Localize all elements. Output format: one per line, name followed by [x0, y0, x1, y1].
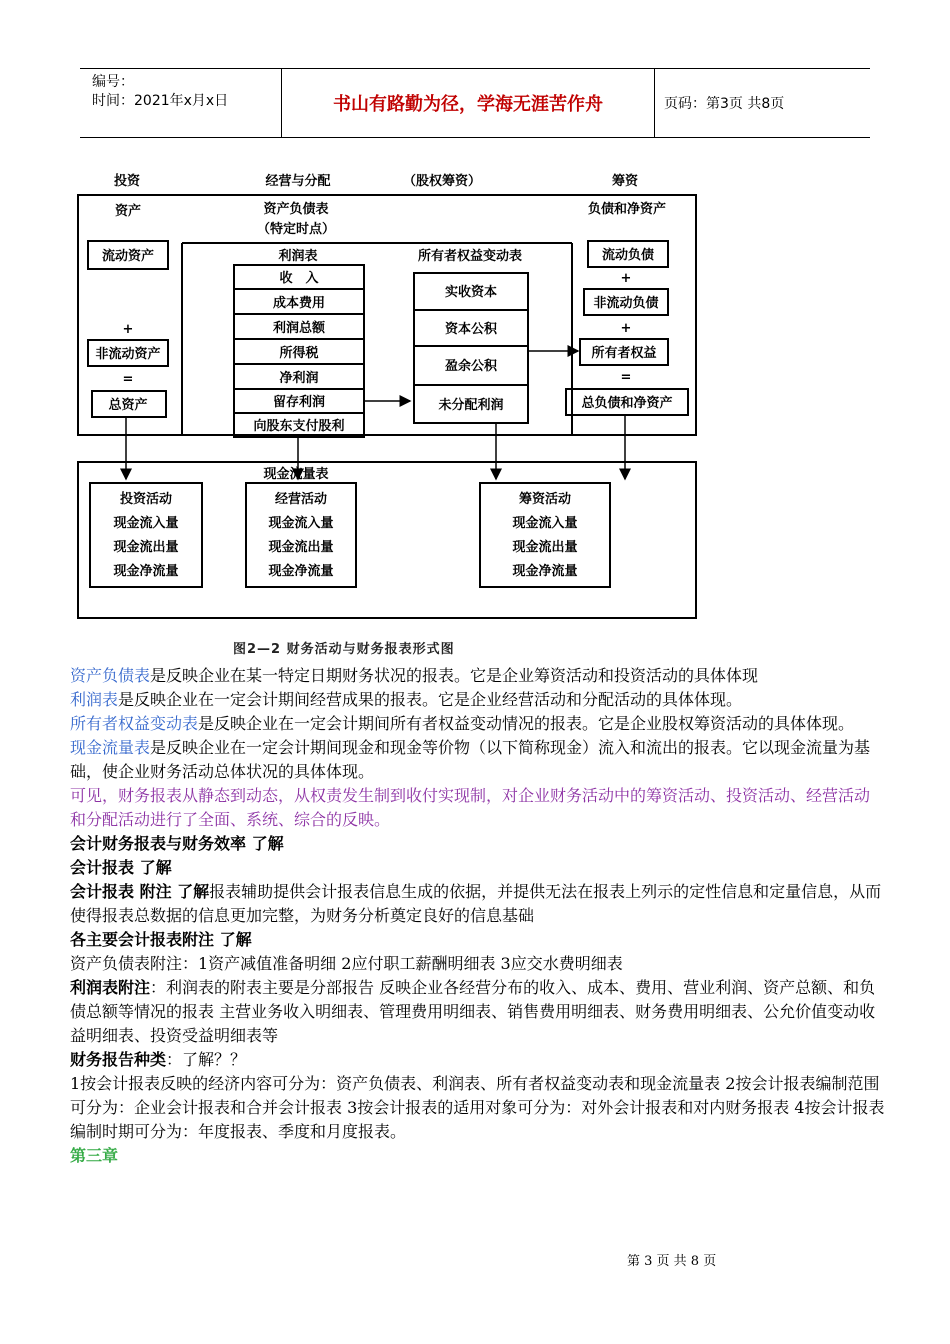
left-item: 流动资产	[101, 249, 155, 264]
term: 利润表	[70, 690, 119, 709]
label-operating: 经营与分配	[265, 174, 331, 189]
paragraph-report-types: 财务报告种类：了解？？	[70, 1050, 247, 1069]
page-footer: 第 3 页 共 8 页	[627, 1254, 717, 1269]
cf-group-title: 经营活动	[274, 492, 328, 507]
cf-line: 现金流入量	[113, 516, 179, 531]
right-item: 流动负债	[601, 248, 655, 263]
paragraph-notes: 会计报表 附注 了解报表辅助提供会计报表信息生成的依据，并提供无法在报表上列示的定性信息和定量信息，从而使得报表总数据的信息更加完整，为财务分析奠定良好的信息基础	[70, 882, 882, 925]
label-investing: 投资	[113, 174, 141, 189]
figure-caption: 图2—2 财务活动与财务报表形式图	[233, 642, 455, 657]
bs-title: 资产负债表	[263, 202, 329, 217]
heading: 会计财务报表与财务效率 了解	[70, 834, 284, 853]
page-header	[80, 68, 870, 138]
label-equity-financing: （股权筹资）	[402, 174, 482, 189]
equity-item: 实收资本	[444, 285, 498, 300]
right-item: 非流动负债	[593, 296, 659, 311]
left-item: +	[122, 322, 134, 337]
left-item: 非流动资产	[95, 347, 161, 362]
income-item: 留存利润	[272, 395, 326, 410]
time-label: 时间：2021年x月x日	[92, 93, 229, 109]
heading: 会计报表 了解	[70, 858, 172, 877]
equity-title: 所有者权益变动表	[417, 249, 523, 264]
cf-line: 现金流出量	[512, 540, 578, 555]
income-item: 净利润	[279, 371, 319, 386]
liab-title: 负债和净资产	[587, 202, 667, 217]
income-item: 所得税	[279, 346, 319, 361]
paragraph-classification: 1按会计报表反映的经济内容可分为：资产负债表、利润表、所有者权益变动表和现金流量表 2按会计报表编制范围可分为：企业会计报表和合并会计报表 3按会计报表的适用对象可分为：对外会计报表和对内财务报表 4按会计报表编制时期可分为：年度报表、季度和月度报表。	[70, 1074, 885, 1141]
income-item: 收 入	[279, 271, 319, 286]
cf-title: 现金流量表	[263, 467, 329, 482]
income-title: 利润表	[278, 249, 318, 264]
right-item: +	[620, 271, 632, 286]
header-page: 页码：第3页 共8页	[664, 96, 785, 112]
equity-item: 盈余公积	[444, 359, 498, 374]
cf-group-title: 筹资活动	[518, 492, 572, 507]
left-item: =	[122, 372, 134, 387]
code-label: 编号：	[92, 74, 134, 90]
paragraph-income-notes: 利润表附注：利润表的附表主要是分部报告 反映企业各经营分布的收入、成本、费用、营业利润、资产总额、和负债总额等情况的报表 主营业务收入明细表、管理费用明细表、销售费用明细表、财务费用明细表、公允价值变动收益明细表、投资受益明细表等	[70, 978, 876, 1045]
header-meta	[80, 69, 282, 137]
paragraph-cashflow: 现金流量表是反映企业在一定会计期间现金和现金等价物（以下简称现金）流入和流出的报表。它以现金流量为基础，使企业财务活动总体状况的具体体现。	[70, 738, 871, 781]
term: 所有者权益变动表	[70, 714, 199, 733]
cf-line: 现金流入量	[512, 516, 578, 531]
cf-group-title: 投资活动	[119, 492, 173, 507]
cf-line: 现金净流量	[512, 564, 578, 579]
paragraph-bs-notes: 资产负债表附注：1资产减值准备明细 2应付职工薪酬明细表 3应交水费明细表	[70, 954, 623, 973]
bs-sub: （特定时点）	[256, 222, 336, 237]
paragraph-income: 利润表是反映企业在一定会计期间经营成果的报表。它是企业经营活动和分配活动的具体体现。	[70, 690, 743, 709]
cf-line: 现金流出量	[268, 540, 334, 555]
paragraph-equity: 所有者权益变动表是反映企业在一定会计期间所有者权益变动情况的报表。它是企业股权筹资活动的具体体现。	[70, 714, 855, 733]
left-item: 总资产	[108, 398, 148, 413]
body-text	[70, 664, 885, 1168]
paragraph-summary: 可见，财务报表从静态到动态，从权责发生制到收付实现制，对企业财务活动中的筹资活动、投资活动、经营活动和分配活动进行了全面、系统、综合的反映。	[70, 786, 871, 829]
paragraph-balance-sheet: 资产负债表是反映企业在某一特定日期财务状况的报表。它是企业筹资活动和投资活动的具体体现	[70, 666, 759, 685]
heading: 各主要会计报表附注 了解	[70, 930, 252, 949]
cf-line: 现金流入量	[268, 516, 334, 531]
right-item: +	[620, 321, 632, 336]
income-item: 利润总额	[272, 321, 326, 336]
assets-title: 资产	[114, 204, 142, 219]
chapter-heading: 第三章	[70, 1146, 119, 1165]
label-financing: 筹资	[611, 174, 639, 189]
term: 现金流量表	[70, 738, 151, 757]
income-item: 成本费用	[272, 296, 326, 311]
cf-line: 现金净流量	[113, 564, 179, 579]
right-item: 总负债和净资产	[581, 396, 673, 411]
term: 资产负债表	[70, 666, 151, 685]
cf-line: 现金流出量	[113, 540, 179, 555]
equity-item: 资本公积	[444, 322, 498, 337]
right-item: 所有者权益	[591, 346, 657, 361]
income-item: 向股东支付股利	[253, 419, 345, 434]
header-motto: 书山有路勤为径，学海无涯苦作舟	[282, 69, 655, 137]
financial-activity-diagram	[70, 165, 710, 625]
equity-item: 未分配利润	[438, 398, 504, 413]
right-item: =	[620, 370, 632, 385]
cf-line: 现金净流量	[268, 564, 334, 579]
